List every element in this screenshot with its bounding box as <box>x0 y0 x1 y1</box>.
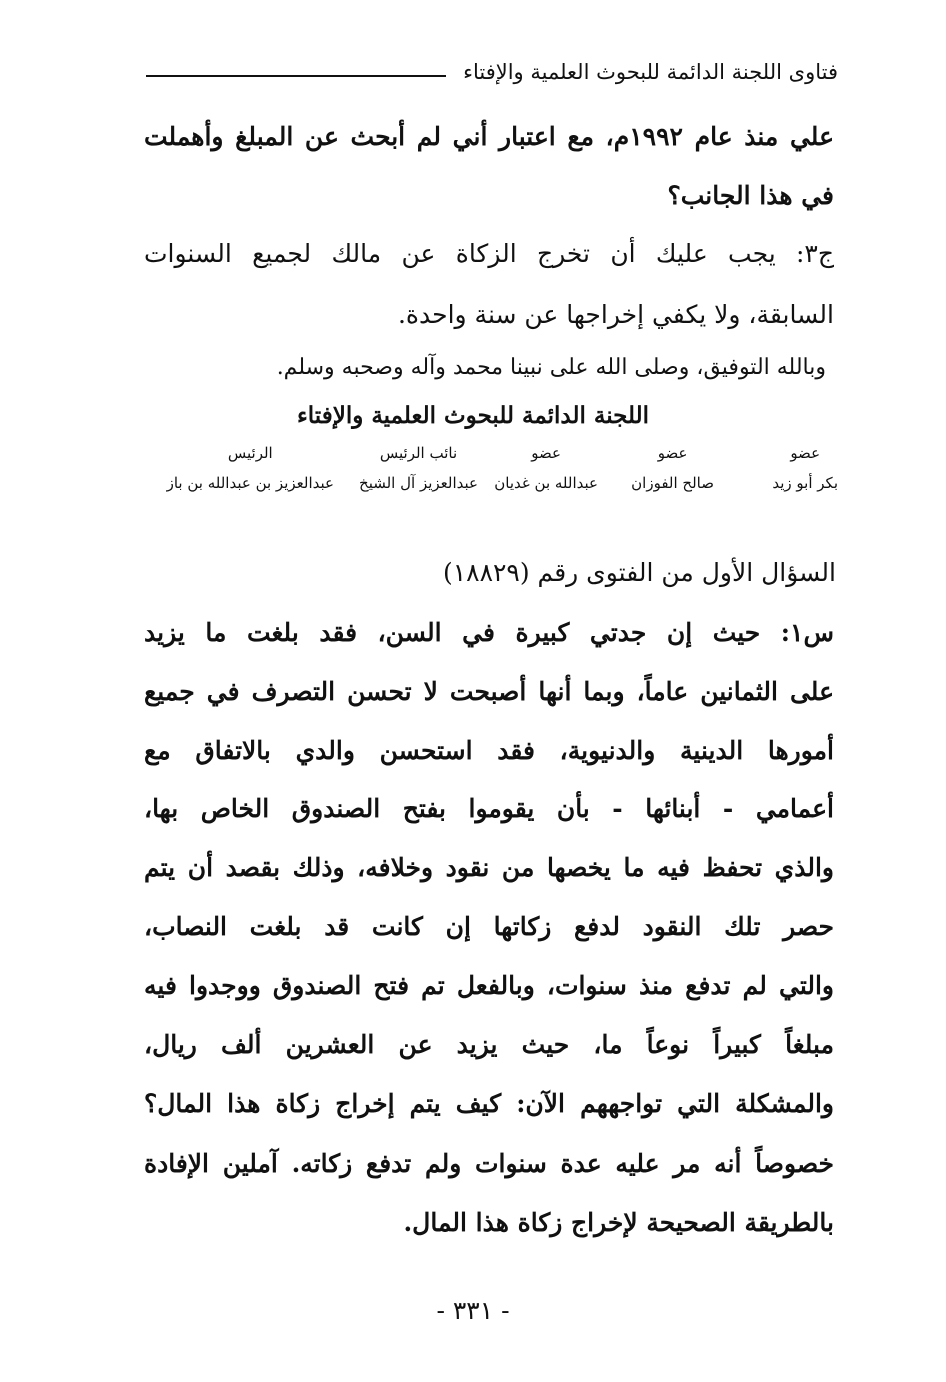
signature-member-1 <box>772 444 838 492</box>
fatwa-question-heading: السؤال الأول من الفتوى رقم (١٨٨٢٩) <box>442 558 836 587</box>
question-line: والذي تحفظ فيه ما يخصها من نقود وخلافه، وذلك بقصد أن يتم <box>144 853 834 882</box>
signature-role: الرئيس <box>227 444 273 462</box>
signature-member-4 <box>359 444 478 492</box>
signature-name: عبدالعزيز آل الشيخ <box>359 474 478 492</box>
question-line: بالطريقة الصحيحة لإخراج زكاة هذا المال. <box>403 1208 834 1237</box>
question-line: خصوصاً أنه مر عليه عدة سنوات ولم تدفع زكاته. آملين الإفادة <box>144 1149 834 1178</box>
prev-question-line-1: علي منذ عام ١٩٩٢م، مع اعتبار أني لم أبحث عن المبلغ وأهملت <box>144 122 834 151</box>
closing-prayer: وبالله التوفيق، وصلى الله على نبينا محمد وآله وصحبه وسلم. <box>276 355 826 380</box>
signature-member-5 <box>167 444 334 492</box>
signature-member-2 <box>631 444 714 492</box>
question-line: أمورها الدينية والدنيوية، فقد استحسن والدي بالاتفاق مع <box>144 736 834 765</box>
signature-role: نائب الرئيس <box>379 444 458 462</box>
question-line: أعمامي - أبنائها - بأن يقوموا بفتح الصندوق الخاص بها، <box>144 794 834 823</box>
signature-role: عضو <box>790 444 821 462</box>
signature-role: عضو <box>657 444 688 462</box>
question-line: والتي لم تدفع منذ سنوات، وبالفعل تم فتح الصندوق ووجدوا فيه <box>144 971 834 1000</box>
signature-name: عبدالله بن غديان <box>494 474 598 492</box>
running-header-title: فتاوى اللجنة الدائمة للبحوث العلمية والإفتاء <box>463 60 838 84</box>
question-line: حصر تلك النقود لدفع زكاتها إن كانت قد بلغت النصاب، <box>144 912 834 941</box>
question-line: على الثمانين عاماً، وبما أنها أصبحت لا تحسن التصرف في جميع <box>144 677 834 706</box>
answer-line-2: السابقة، ولا يكفي إخراجها عن سنة واحدة. <box>397 300 834 329</box>
question-line: مبلغاً كبيراً نوعاً ما، حيث يزيد عن العشرين ألف ريال، <box>144 1030 834 1059</box>
signature-member-3 <box>494 444 598 492</box>
committee-title: اللجنة الدائمة للبحوث العلمية والإفتاء <box>296 402 650 429</box>
signature-name: عبدالعزيز بن عبدالله بن باز <box>166 474 334 492</box>
signature-name: صالح الفوزان <box>631 474 714 492</box>
signature-name: بكر أبو زيد <box>772 474 838 492</box>
prev-question-line-2: في هذا الجانب؟ <box>667 181 834 210</box>
question-line: س١: حيث إن جدتي كبيرة في السن، فقد بلغت ما يزيد <box>144 618 834 647</box>
page-number: - ٣٣١ - <box>436 1296 510 1325</box>
signature-role: عضو <box>531 444 561 462</box>
answer-line-1: ج٣: يجب عليك أن تخرج الزكاة عن مالك لجميع السنوات <box>144 239 834 268</box>
header-rule <box>146 75 446 77</box>
question-line: والمشكلة التي تواجههم الآن: كيف يتم إخراج زكاة هذا المال؟ <box>144 1089 834 1118</box>
